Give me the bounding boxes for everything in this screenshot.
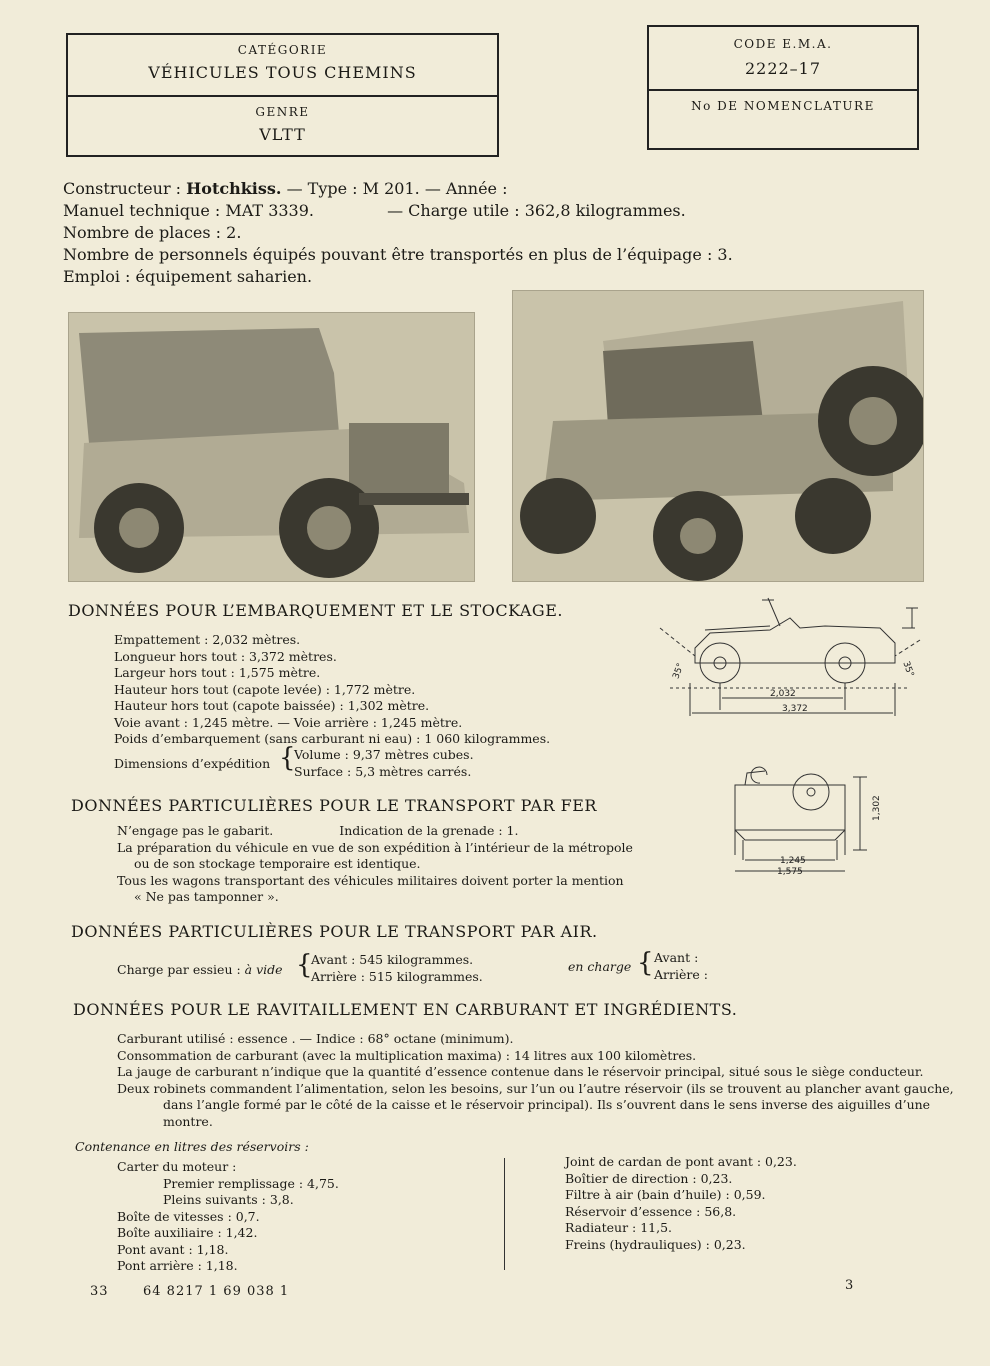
robinets-line-2: dans l’angle formé par le côté de la caisse et le réservoir principal). Ils s’ouvrent dans le sens inverse des aiguilles d’une: [163, 1097, 931, 1112]
direction-line: Boîtier de direction : 0,23.: [565, 1170, 733, 1186]
auxiliaire-line: Boîte auxiliaire : 1,42.: [117, 1225, 258, 1240]
top-view-diagram: [715, 765, 895, 880]
contenance-right-column: [565, 1154, 797, 1253]
carburant-details: [117, 1031, 954, 1130]
height-label: 1,302: [872, 795, 882, 821]
emploi-line: Emploi : équipement saharien.: [63, 267, 313, 286]
category-value: VÉHICULES TOUS CHEMINS: [148, 63, 417, 82]
footer-left-number: 33: [90, 1284, 109, 1299]
dimensions-brace: {: [279, 743, 296, 773]
radiateur-line: Radiateur : 11,5.: [565, 1220, 673, 1235]
fer-title: DONNÉES PARTICULIÈRES POUR LE TRANSPORT PAR FER: [71, 796, 597, 815]
vehicle-photo-rear: [512, 290, 924, 582]
vide-label: à vide: [244, 962, 283, 977]
page-number: 3: [845, 1278, 855, 1293]
voie-line: Voie avant : 1,245 mètre. — Voie arrière : 1,245 mètre.: [114, 714, 463, 730]
preparation-line-1: La préparation du véhicule en vue de son expédition à l’intérieur de la métropole: [117, 839, 633, 855]
jauge-line: La jauge de carburant n’indique que la quantité d’essence contenue dans le réservoir principal, situé sous le siège conducteur.: [117, 1064, 924, 1079]
constructeur-line: Constructeur : Hotchkiss. — Type : M 201. — Année :: [63, 179, 508, 198]
vide-values: [311, 952, 483, 985]
suivants-line: Pleins suivants : 3,8.: [163, 1192, 294, 1207]
robinets-line-1: Deux robinets commandent l’alimentation, selon les besoins, sur l’un ou l’autre réservoir (ils se trouvent au plancher avant gauche,: [117, 1080, 954, 1096]
empattement-line: Empattement : 2,032 mètres.: [114, 632, 301, 647]
air-title: DONNÉES PARTICULIÈRES POUR LE TRANSPORT PAR AIR.: [71, 922, 598, 941]
carburant-utilise: Carburant utilisé : essence . — Indice : 68° octane (minimum).: [117, 1031, 514, 1046]
genre-value: VLTT: [259, 125, 306, 144]
hauteur-baissee-line: Hauteur hors tout (capote baissée) : 1,302 mètre.: [114, 698, 430, 713]
premier-line: Premier remplissage : 4,75.: [163, 1175, 339, 1191]
fer-details: [117, 823, 633, 906]
wagons-line-2: « Ne pas tamponner ».: [134, 889, 279, 904]
column-divider: [504, 1158, 505, 1270]
vehicle-intro: [63, 178, 733, 288]
track-label: 1,245: [780, 856, 806, 866]
genre-label: GENRE: [255, 105, 310, 119]
surface-line: Surface : 5,3 mètres carrés.: [294, 763, 472, 779]
dimensions-values: [294, 747, 474, 780]
en-charge-values: [654, 950, 708, 983]
length-label: 3,372: [782, 704, 808, 714]
grenade-text: Indication de la grenade : 1.: [339, 823, 519, 838]
en-charge-brace: {: [637, 948, 654, 978]
contenance-left-column: [117, 1159, 339, 1275]
personnels-line: Nombre de personnels équipés pouvant être transportés en plus de l’équipage : 3.: [63, 245, 733, 264]
en-charge-label: en charge: [568, 959, 632, 974]
robinets-line-3: montre.: [163, 1113, 213, 1129]
code-value: 2222–17: [744, 59, 822, 78]
filtre-line: Filtre à air (bain d’huile) : 0,59.: [565, 1187, 766, 1202]
avant-vide: Avant : 545 kilogrammes.: [311, 952, 474, 967]
avant-charge: Avant :: [654, 950, 699, 965]
nomenclature-label: No DE NOMENCLATURE: [691, 99, 875, 113]
consommation-line: Consommation de carburant (avec la multiplication maxima) : 14 litres aux 100 kilomètres.: [117, 1047, 697, 1063]
places-line: Nombre de places : 2.: [63, 223, 242, 242]
gabarit-grenade-line: [117, 823, 633, 840]
volume-line: Volume : 9,37 mètres cubes.: [294, 747, 474, 762]
angle-front-label: 35°: [671, 662, 687, 681]
poids-line: Poids d’embarquement (sans carburant ni eau) : 1 060 kilogrammes.: [114, 731, 551, 746]
carburant-title: DONNÉES POUR LE RAVITAILLEMENT EN CARBURANT ET INGRÉDIENTS.: [73, 1000, 738, 1019]
vehicle-photo-front: [68, 312, 475, 582]
stockage-title: DONNÉES POUR L’EMBARQUEMENT ET LE STOCKAGE.: [68, 601, 563, 620]
wagons-line-1: Tous les wagons transportant des véhicules militaires doivent porter la mention: [117, 872, 624, 888]
arriere-vide: Arrière : 515 kilogrammes.: [311, 968, 483, 984]
hauteur-levee-line: Hauteur hors tout (capote levée) : 1,772 mètre.: [114, 681, 416, 697]
code-label: CODE E.M.A.: [733, 37, 833, 51]
side-view-diagram: [650, 588, 930, 723]
preparation-line-2: ou de son stockage temporaire est identique.: [134, 856, 421, 871]
angle-rear-label: 35°: [900, 660, 916, 679]
pont-avant-line: Pont avant : 1,18.: [117, 1241, 229, 1257]
cardan-line: Joint de cardan de pont avant : 0,23.: [565, 1154, 797, 1169]
code-box: [647, 25, 919, 150]
gabarit-text: N’engage pas le gabarit.: [117, 823, 274, 838]
pont-arriere-line: Pont arrière : 1,18.: [117, 1258, 238, 1273]
footer-reference: 64 8217 1 69 038 1: [143, 1284, 290, 1299]
constructeur-value: Hotchkiss.: [186, 179, 282, 198]
arriere-charge: Arrière :: [654, 966, 708, 982]
category-box: [66, 33, 499, 157]
charge-essieu-label: Charge par essieu : à vide: [117, 962, 283, 977]
manuel-line: Manuel technique : MAT 3339. — Charge utile : 362,8 kilogrammes.: [63, 201, 686, 220]
freins-line: Freins (hydrauliques) : 0,23.: [565, 1236, 746, 1252]
contenance-title: Contenance en litres des réservoirs :: [75, 1139, 309, 1154]
wheelbase-label: 2,032: [770, 689, 796, 699]
largeur-line: Largeur hors tout : 1,575 mètre.: [114, 665, 321, 680]
stockage-details: [114, 632, 550, 748]
reservoir-line: Réservoir d’essence : 56,8.: [565, 1203, 737, 1219]
vide-brace: {: [296, 950, 313, 980]
vitesses-line: Boîte de vitesses : 0,7.: [117, 1208, 260, 1224]
category-label: CATÉGORIE: [237, 43, 328, 57]
dimensions-expedition-label: Dimensions d’expédition: [114, 756, 271, 771]
width-label: 1,575: [777, 867, 803, 877]
longueur-line: Longueur hors tout : 3,372 mètres.: [114, 648, 337, 664]
carter-line: Carter du moteur :: [117, 1159, 237, 1174]
